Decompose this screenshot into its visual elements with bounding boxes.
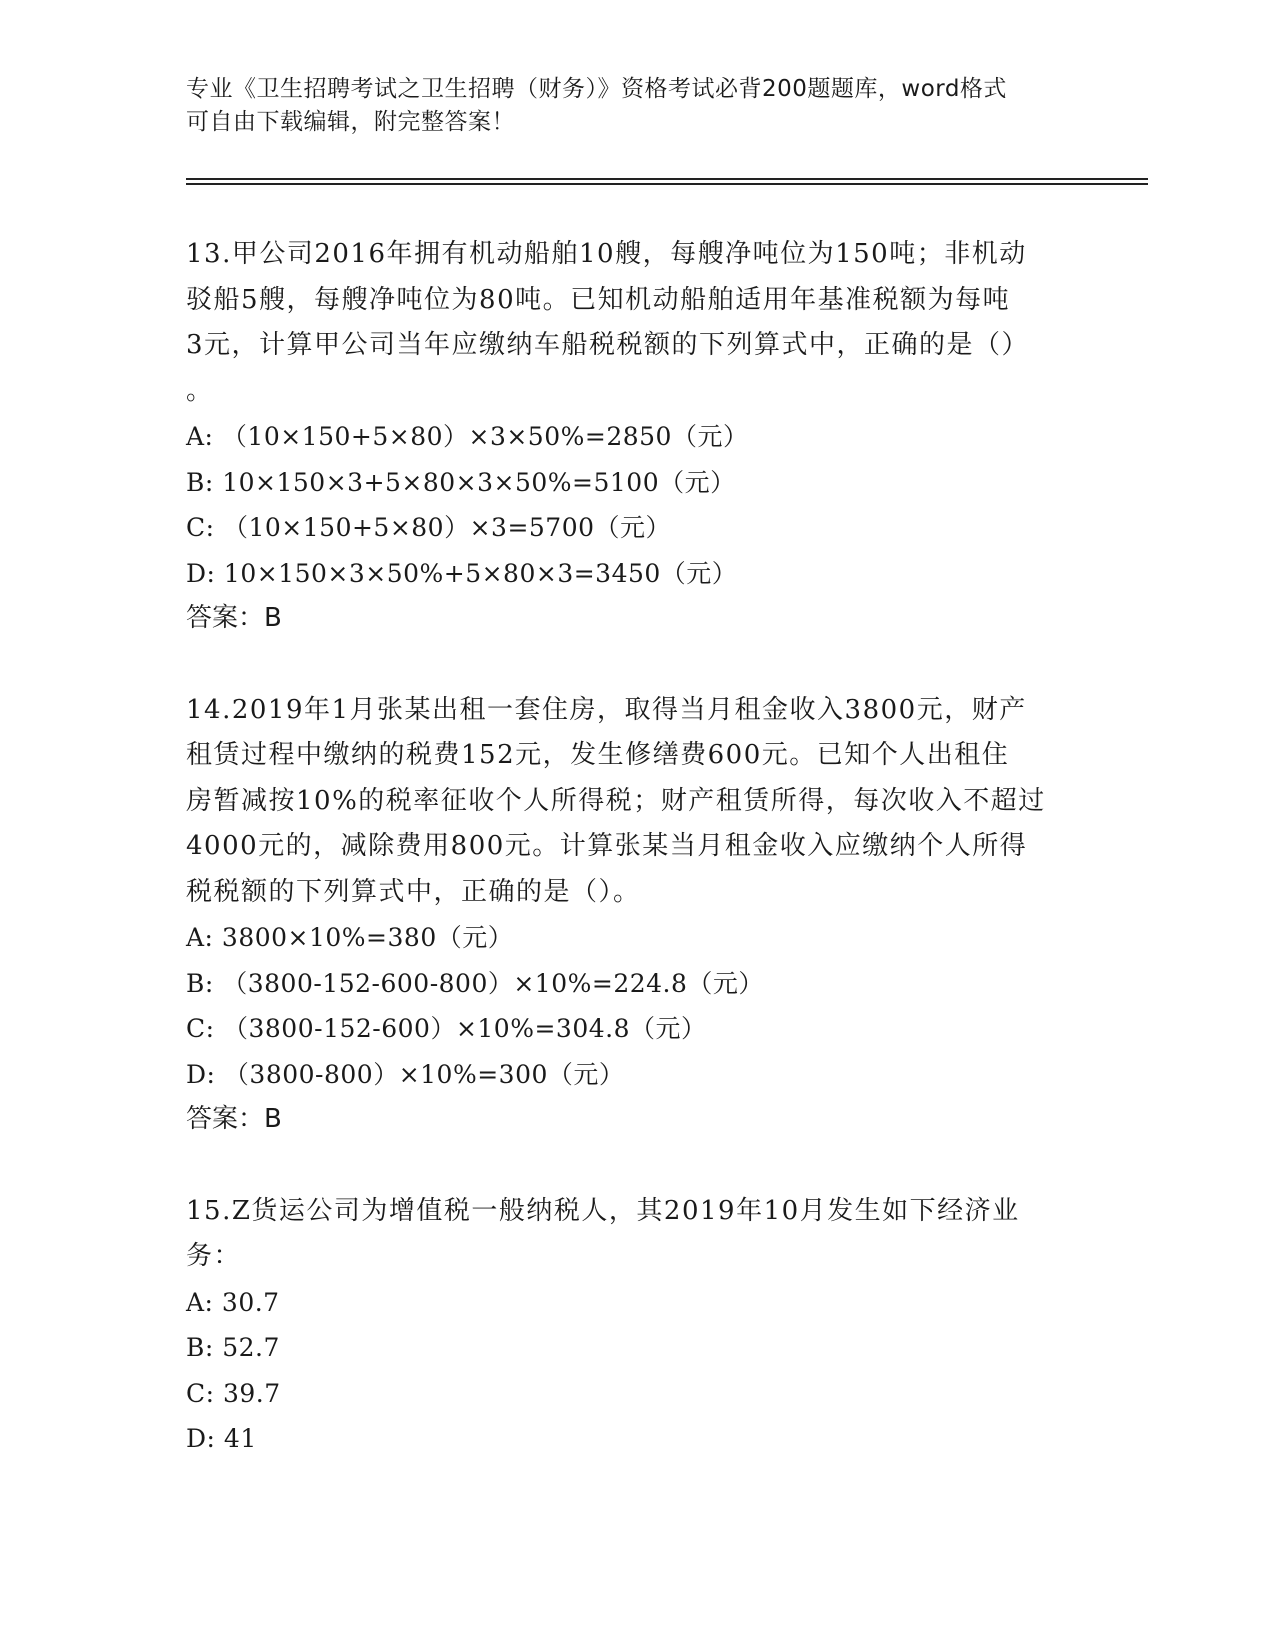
option-c: C: （3800-152-600）×10%=304.8（元）: [186, 1014, 707, 1043]
option-c: C: 39.7: [186, 1378, 281, 1408]
spacer: [186, 1143, 1086, 1189]
option-c: C: （10×150+5×80）×3=5700（元）: [186, 513, 672, 542]
question-text-line: 。: [186, 375, 214, 406]
question-text-line: 3元，计算甲公司当年应缴纳车船税税额的下列算式中，正确的是（）: [186, 330, 1030, 360]
option-b: B: 52.7: [186, 1333, 280, 1362]
spacer: [186, 642, 1086, 688]
question-text-line: 税税额的下列算式中，正确的是（）。: [186, 876, 641, 907]
option-d: D: （3800-800）×10%=300（元）: [186, 1059, 625, 1089]
option-a: A: 3800×10%=380（元）: [186, 923, 514, 952]
question-text-line: 务：: [186, 1241, 242, 1271]
question-13: [186, 232, 1086, 642]
question-text-line: 房暂减按10%的税率征收个人所得税；财产租赁所得，每次收入不超过: [186, 785, 1046, 816]
question-15: [186, 1189, 1086, 1462]
document-header: [186, 73, 1086, 139]
question-text-line: 4000元的，减除费用800元。计算张某当月租金收入应缴纳个人所得: [186, 831, 1028, 861]
option-d: D: 10×150×3×50%+5×80×3=3450（元）: [186, 558, 738, 588]
header-line-1: 专业《卫生招聘考试之卫生招聘（财务）》资格考试必背200题题库，word格式: [186, 76, 1007, 102]
answer: 答案：B: [186, 1104, 282, 1134]
question-list: [186, 232, 1086, 1462]
question-text-line: 15.Z货运公司为增值税一般纳税人，其2019年10月发生如下经济业: [186, 1195, 1020, 1226]
option-a: A: （10×150+5×80）×3×50%=2850（元）: [186, 422, 749, 451]
question-text-line: 驳船5艘，每艘净吨位为80吨。已知机动船舶适用年基准税额为每吨: [186, 284, 1011, 315]
option-b: B: 10×150×3+5×80×3×50%=5100（元）: [186, 467, 736, 497]
header-divider-bottom: [186, 183, 1148, 185]
option-a: A: 30.7: [186, 1287, 280, 1317]
question-text-line: 14.2019年1月张某出租一套住房，取得当月租金收入3800元，财产: [186, 694, 1027, 725]
header-divider-top: [186, 178, 1148, 180]
option-d: D: 41: [186, 1424, 257, 1453]
answer: 答案：B: [186, 603, 282, 633]
question-14: [186, 688, 1086, 1143]
header-line-2: 可自由下载编辑，附完整答案！: [186, 109, 515, 135]
option-b: B: （3800-152-600-800）×10%=224.8（元）: [186, 968, 764, 998]
question-text-line: 13.甲公司2016年拥有机动船舶10艘，每艘净吨位为150吨；非机动: [186, 239, 1027, 269]
question-text-line: 租赁过程中缴纳的税费152元，发生修缮费600元。已知个人出租住: [186, 740, 1010, 770]
